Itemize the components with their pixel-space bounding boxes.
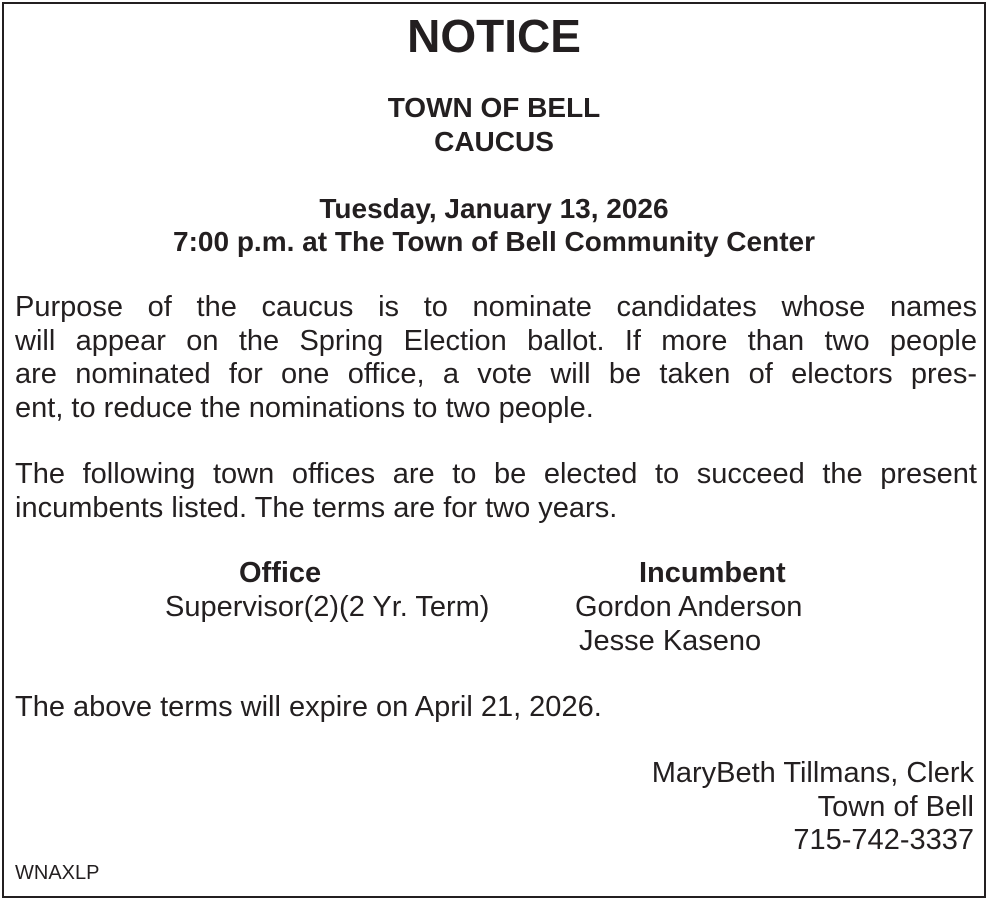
meeting-time-location: 7:00 p.m. at The Town of Bell Community Center bbox=[173, 226, 815, 257]
incumbent-header: Incumbent bbox=[639, 557, 786, 589]
offices-line: The following town offices are to be elected to succeed the present bbox=[15, 458, 977, 490]
office-value: Supervisor(2)(2 Yr. Term) bbox=[165, 591, 490, 623]
purpose-line: will appear on the Spring Election ballot. If more than two people bbox=[15, 324, 977, 357]
offices-line: incumbents listed. The terms are for two years. bbox=[15, 491, 618, 524]
clerk-name: MaryBeth Tillmans, Clerk bbox=[651, 757, 974, 789]
office-header: Office bbox=[239, 557, 322, 589]
purpose-line: Purpose of the caucus is to nominate candidates whose names bbox=[15, 291, 977, 323]
notice-title: NOTICE bbox=[407, 10, 581, 62]
incumbent-name: Jesse Kaseno bbox=[579, 625, 762, 657]
incumbent-name: Gordon Anderson bbox=[575, 591, 803, 623]
offices-paragraph bbox=[15, 458, 977, 525]
meeting-date: Tuesday, January 13, 2026 bbox=[319, 193, 669, 224]
purpose-line: are nominated for one office, a vote will be taken of electors pres- bbox=[15, 358, 977, 390]
org-name: TOWN OF BELL bbox=[387, 92, 601, 123]
clerk-organization: Town of Bell bbox=[817, 791, 974, 823]
purpose-line: ent, to reduce the nominations to two people. bbox=[15, 391, 594, 424]
notice-box bbox=[2, 2, 986, 898]
expiry-statement: The above terms will expire on April 21, 2026. bbox=[15, 691, 602, 723]
purpose-paragraph bbox=[15, 291, 977, 425]
publication-code: WNAXLP bbox=[15, 862, 100, 884]
meeting-type: CAUCUS bbox=[434, 126, 554, 157]
clerk-phone: 715-742-3337 bbox=[793, 824, 974, 856]
